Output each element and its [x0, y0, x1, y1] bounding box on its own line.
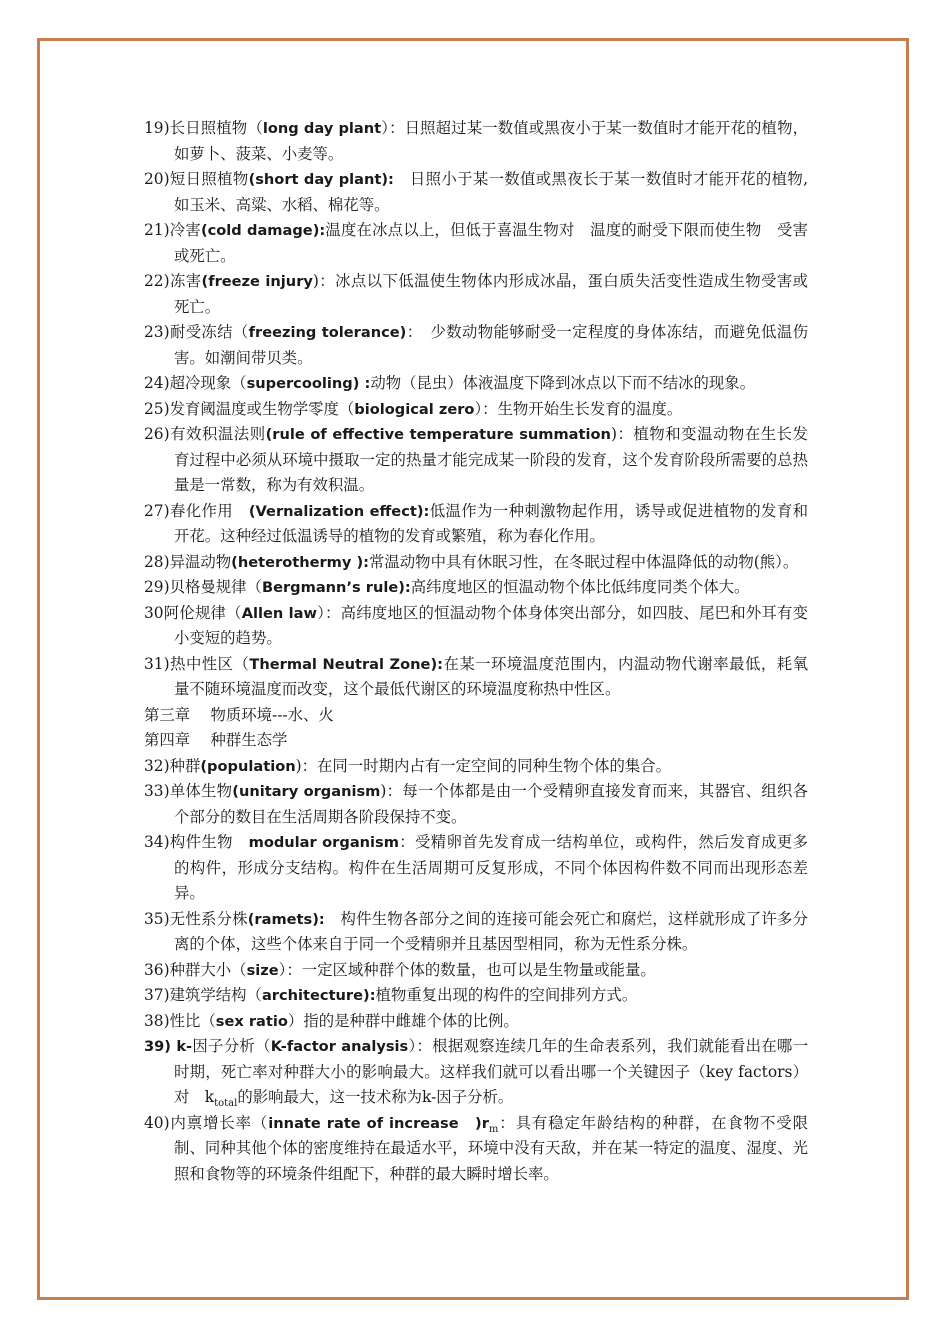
entry-number: 38): [144, 1011, 170, 1030]
entry-english-term: size: [246, 961, 279, 979]
entry-definition: 构件生物各部分之间的连接可能会死亡和腐烂，这样就形成了许多分离的个体，这些个体来自于同一个受精卵并且基因型相同，称为无性系分株。: [174, 909, 808, 953]
entry-term: 阿伦规律（: [163, 603, 242, 622]
entry-english-term: biological zero: [354, 400, 475, 418]
entry-number: 30: [144, 603, 164, 622]
entry-definition: ）：日照超过某一数值或黑夜小于某一数值时才能开花的植物，如萝卜、菠菜、小麦等。: [174, 119, 808, 163]
entry-english-term: (Vernalization effect):: [248, 502, 430, 520]
entry-english-term: Allen law: [241, 604, 317, 622]
entry-definition: ：受精卵首先发育成一结构单位，或构件，然后发育成更多的构件，形成分支结构。构件在生活周期可反复形成，不同个体因构件数不同而出现形态差异。: [174, 833, 808, 902]
glossary-entry: [144, 779, 808, 830]
chapter-4-heading: 第四章 种群生态学: [144, 731, 288, 749]
glossary-entry: [144, 371, 808, 397]
glossary-entry: [144, 601, 808, 652]
entry-term: 构件生物: [169, 833, 249, 851]
entry-english-term: freezing tolerance): [248, 324, 407, 341]
entry-term: 春化作用: [169, 501, 249, 520]
entry-definition: ： 少数动物能够耐受一定程度的身体冻结，而避免低温伤害。如潮间带贝类。: [174, 323, 808, 367]
entry-number: 26): [144, 425, 170, 443]
entry-term: 短日照植物: [169, 170, 249, 188]
entry-term: 异温动物: [169, 552, 232, 571]
glossary-entry: [144, 575, 808, 601]
entry-term: 长日照植物（: [169, 119, 263, 137]
entry-english-term: (ramets):: [247, 910, 325, 928]
entry-number: 34): [144, 833, 170, 851]
entry-definition: 在某一环境温度范围内，内温动物代谢率最低，耗氧量不随环境温度而改变，这个最低代谢区的环境温度称热中性区。: [174, 654, 808, 698]
glossary-entry: [144, 550, 808, 576]
entry-definition: )：植物和变温动物在生长发育过程中必须从环境中摄取一定的热量才能完成某一阶段的发育，这个发育阶段所需要的总热量是一常数，称为有效积温。: [174, 425, 808, 494]
entry-term: 贝格曼规律（: [169, 578, 262, 596]
entry-number: 23): [144, 323, 170, 341]
entry-definition: 动物（昆虫）体液温度下降到冰点以下而不结冰的现象。: [370, 374, 756, 392]
entry-number: 29): [144, 578, 170, 596]
entry-number: 37): [144, 986, 170, 1004]
entry-definition: 高纬度地区的恒温动物个体比低纬度同类个体大。: [410, 578, 750, 596]
entry-number: 22): [144, 272, 170, 290]
entry-english-term: innate rate of increase ): [268, 1114, 482, 1132]
glossary-entry-40: [144, 1111, 808, 1188]
glossary-entry: [144, 167, 808, 218]
entry-term: 超冷现象（: [169, 374, 247, 392]
entry-english-term: sex ratio: [215, 1012, 288, 1030]
entry-term: 发育阈温度或生物学零度（: [169, 399, 355, 418]
entry-english-term: long day plant: [262, 120, 382, 137]
entry-number: 27): [144, 501, 170, 520]
glossary-entry: [144, 907, 808, 958]
entry-number: 21): [144, 221, 170, 239]
entry-number: 20): [144, 170, 170, 188]
glossary-entry: [144, 958, 808, 984]
entry-definition: )：每一个体都是由一个受精卵直接发育而来，其器官、组织各个部分的数目在生活周期各阶段保持不变。: [174, 782, 808, 826]
entry-term: 冷害: [169, 221, 201, 239]
document-body: [144, 116, 808, 1187]
entry-definition: 常温动物中具有休眠习性，在冬眠过程中体温降低的动物(熊）。: [369, 552, 799, 571]
entry-number: 32): [144, 756, 170, 775]
entry-term: 耐受冻结（: [169, 323, 249, 341]
entry-english-term: K-factor analysis: [270, 1038, 409, 1055]
entry-definition: ）：根据观察连续几年的生命表系列，我们就能看出在哪一时期，死亡率对种群大小的影响最大。这样我们就可以看出哪一个关键因子（key factors）对 k: [174, 1037, 808, 1106]
glossary-entry: [144, 499, 808, 550]
entry-english-term: (freeze injury: [201, 273, 313, 290]
entry-english-term: (heterothermy ):: [231, 553, 369, 571]
entry-english-term: (cold damage):: [200, 222, 326, 239]
entry-term: 内禀增长率（: [169, 1113, 269, 1132]
entry-english-term: Thermal Neutral Zone):: [249, 655, 443, 673]
entry-definition: ）：生物开始生长发育的温度。: [474, 399, 683, 418]
entry-definition: 日照小于某一数值或黑夜长于某一数值时才能开花的植物,如玉米、高粱、水稻、棉花等。: [174, 170, 808, 214]
entry-number: 25): [144, 399, 170, 418]
entry-english-term: modular organism: [248, 834, 399, 851]
entry-english-term: supercooling) :: [246, 375, 371, 392]
glossary-entry-39: [144, 1034, 808, 1111]
entry-definition: 低温作为一种刺激物起作用，诱导或促进植物的发育和开花。这种经过低温诱导的植物的发育或繁殖，称为春化作用。: [174, 501, 808, 545]
symbol-r: r: [481, 1114, 489, 1132]
entry-term: 有效积温法则: [169, 425, 266, 443]
entry-definition: ）：高纬度地区的恒温动物个体身体突出部分，如四肢、尾巴和外耳有变小变短的趋势。: [174, 603, 808, 647]
entry-definition: ：具有稳定年龄结构的种群，在食物不受限制、同种其他个体的密度维持在最适水平，环境中没有天敌，并在某一特定的温度、湿度、光照和食物等的环境条件组配下，种群的最大瞬时增长率。: [174, 1113, 808, 1183]
entry-term: 无性系分株: [169, 909, 248, 928]
subscript: total: [214, 1098, 238, 1110]
glossary-entry: [144, 269, 808, 320]
entry-english-term: (population: [200, 757, 296, 775]
entry-english-term: (unitary organism: [232, 783, 381, 800]
entry-definition: 温度在冰点以上，但低于喜温生物对 温度的耐受下限而使生物 受害或死亡。: [174, 221, 808, 265]
glossary-entry: [144, 983, 808, 1009]
entry-term: 建筑学结构（: [169, 986, 262, 1004]
entry-english-term: (rule of effective temperature summation: [265, 426, 611, 443]
entry-number: 28): [144, 552, 170, 571]
entry-term: 冻害: [169, 272, 202, 290]
glossary-entry: [144, 422, 808, 499]
entry-term: 单体生物: [169, 782, 233, 800]
entry-definition: ）：一定区域种群个体的数量，也可以是生物量或能量。: [278, 960, 656, 979]
entry-number: 35): [144, 909, 170, 928]
entry-number: 31): [144, 654, 170, 673]
entry-definition: )：冰点以下低温使生物体内形成冰晶，蛋白质失活变性造成生物受害或死亡。: [174, 272, 808, 316]
entry-definition: )：在同一时期内占有一定空间的同种生物个体的集合。: [295, 756, 672, 775]
entry-definition: ）指的是种群中雌雄个体的比例。: [287, 1011, 519, 1030]
entry-number: 19): [144, 119, 170, 137]
glossary-entry: [144, 218, 808, 269]
entry-english-term: Bergmann’s rule):: [261, 579, 411, 596]
entry-term: 因子分析（: [192, 1037, 271, 1055]
entry-number: 36): [144, 960, 170, 979]
subscript: m: [488, 1123, 499, 1135]
entry-term: 种群大小（: [169, 960, 247, 979]
entry-number: 39) k-: [144, 1038, 193, 1055]
entry-number: 40): [144, 1113, 170, 1132]
glossary-entry: [144, 1009, 808, 1035]
glossary-entry: [144, 652, 808, 703]
entry-number: 33): [144, 782, 170, 800]
glossary-entry: [144, 320, 808, 371]
entry-english-term: architecture):: [261, 987, 376, 1004]
glossary-entry: [144, 754, 808, 780]
entry-term: 热中性区（: [169, 654, 250, 673]
chapter-3-heading: 第三章 物质环境---水、火: [144, 705, 334, 724]
entry-term: 性比（: [169, 1011, 216, 1030]
glossary-entry: [144, 830, 808, 907]
entry-term: 种群: [169, 756, 201, 775]
glossary-entry: [144, 397, 808, 423]
glossary-entry: [144, 116, 808, 167]
entry-definition: 植物重复出现的构件的空间排列方式。: [375, 986, 638, 1004]
entry-english-term: (short day plant):: [248, 171, 394, 188]
entry-definition-cont: 的影响最大，这一技术称为k-因子分析。: [237, 1088, 514, 1106]
entry-number: 24): [144, 374, 170, 392]
